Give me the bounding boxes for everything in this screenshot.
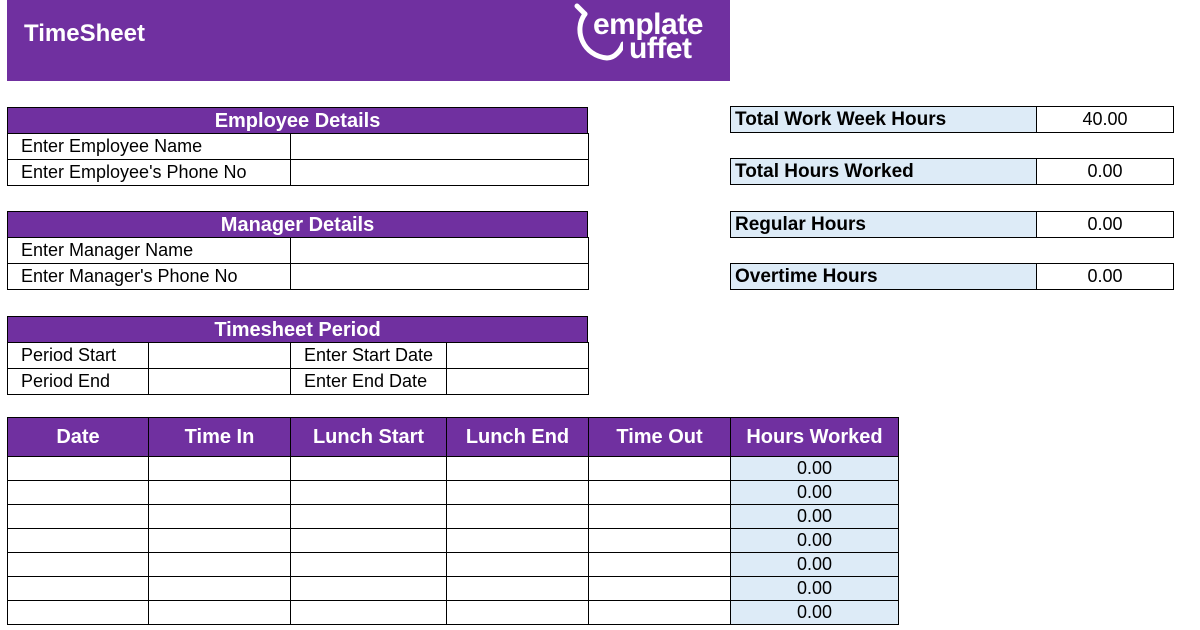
start-date-hint: Enter Start Date: [291, 343, 447, 369]
time-in-cell[interactable]: [149, 553, 291, 577]
employee-phone-label: Enter Employee's Phone No: [8, 160, 291, 186]
logo-text-line1: emplate: [593, 8, 703, 41]
column-header-time-in: Time In: [149, 418, 291, 457]
lunch-end-cell[interactable]: [447, 505, 589, 529]
table-row: [8, 481, 899, 505]
time-out-cell[interactable]: [589, 577, 731, 601]
time-in-cell[interactable]: [149, 601, 291, 625]
lunch-end-cell[interactable]: [447, 529, 589, 553]
page-title: TimeSheet: [24, 20, 145, 47]
time-out-cell[interactable]: [589, 457, 731, 481]
template-buffet-logo: [563, 0, 733, 64]
header-banner: [7, 0, 730, 81]
lunch-end-cell[interactable]: [447, 577, 589, 601]
time-log-table: [7, 417, 899, 625]
lunch-end-cell[interactable]: [447, 553, 589, 577]
manager-details-heading: Manager Details: [7, 211, 588, 238]
manager-phone-label: Enter Manager's Phone No: [8, 264, 291, 290]
logo-text-line2: uffet: [629, 32, 692, 65]
time-out-cell[interactable]: [589, 529, 731, 553]
lunch-start-cell[interactable]: [291, 481, 447, 505]
table-row: [8, 369, 589, 395]
date-cell[interactable]: [8, 457, 149, 481]
column-header-lunch-start: Lunch Start: [291, 418, 447, 457]
table-row: [8, 601, 899, 625]
employee-details-table: [7, 133, 589, 186]
hours-worked-cell: 0.00: [731, 529, 899, 553]
time-in-cell[interactable]: [149, 505, 291, 529]
summary-label: Total Hours Worked: [731, 159, 1037, 184]
date-cell[interactable]: [8, 577, 149, 601]
employee-name-label: Enter Employee Name: [8, 134, 291, 160]
date-cell[interactable]: [8, 481, 149, 505]
table-row: [8, 134, 589, 160]
lunch-start-cell[interactable]: [291, 577, 447, 601]
summary-regular-hours: [730, 211, 1174, 238]
hours-worked-cell: 0.00: [731, 481, 899, 505]
timesheet-period-table: [7, 342, 589, 395]
date-cell[interactable]: [8, 553, 149, 577]
table-row: [8, 457, 899, 481]
lunch-start-cell[interactable]: [291, 457, 447, 481]
table-row: [8, 238, 589, 264]
hours-worked-cell: 0.00: [731, 457, 899, 481]
end-date-hint: Enter End Date: [291, 369, 447, 395]
end-date-input[interactable]: [447, 369, 589, 395]
time-in-cell[interactable]: [149, 529, 291, 553]
manager-name-label: Enter Manager Name: [8, 238, 291, 264]
lunch-start-cell[interactable]: [291, 601, 447, 625]
date-cell[interactable]: [8, 505, 149, 529]
column-header-lunch-end: Lunch End: [447, 418, 589, 457]
lunch-end-cell[interactable]: [447, 457, 589, 481]
time-out-cell[interactable]: [589, 553, 731, 577]
time-log-body: [8, 457, 899, 625]
manager-name-input[interactable]: [291, 238, 589, 264]
lunch-end-cell[interactable]: [447, 601, 589, 625]
time-in-cell[interactable]: [149, 457, 291, 481]
summary-value[interactable]: 40.00: [1082, 109, 1128, 129]
table-row: [8, 264, 589, 290]
table-row: [8, 343, 589, 369]
period-start-label: Period Start: [8, 343, 149, 369]
summary-overtime-hours: [730, 263, 1174, 290]
summary-value: 0.00: [1087, 161, 1123, 181]
table-row: [8, 577, 899, 601]
column-header-date: Date: [8, 418, 149, 457]
hours-worked-cell: 0.00: [731, 577, 899, 601]
period-end-input[interactable]: [149, 369, 291, 395]
lunch-start-cell[interactable]: [291, 505, 447, 529]
table-row: [8, 529, 899, 553]
employee-phone-input[interactable]: [291, 160, 589, 186]
time-in-cell[interactable]: [149, 481, 291, 505]
employee-details-heading: Employee Details: [7, 107, 588, 134]
summary-label: Regular Hours: [731, 212, 1037, 237]
hours-worked-cell: 0.00: [731, 505, 899, 529]
lunch-end-cell[interactable]: [447, 481, 589, 505]
summary-value: 0.00: [1087, 214, 1123, 234]
employee-name-input[interactable]: [291, 134, 589, 160]
time-out-cell[interactable]: [589, 481, 731, 505]
table-row: [8, 553, 899, 577]
hours-worked-cell: 0.00: [731, 601, 899, 625]
column-header-hours-worked: Hours Worked: [731, 418, 899, 457]
hours-worked-cell: 0.00: [731, 553, 899, 577]
column-header-time-out: Time Out: [589, 418, 731, 457]
time-in-cell[interactable]: [149, 577, 291, 601]
lunch-start-cell[interactable]: [291, 553, 447, 577]
table-row: [8, 505, 899, 529]
table-header-row: [8, 418, 899, 457]
date-cell[interactable]: [8, 529, 149, 553]
lunch-start-cell[interactable]: [291, 529, 447, 553]
summary-total-hours-worked: [730, 158, 1174, 185]
period-end-label: Period End: [8, 369, 149, 395]
time-out-cell[interactable]: [589, 505, 731, 529]
summary-label: Total Work Week Hours: [731, 107, 1037, 132]
period-start-input[interactable]: [149, 343, 291, 369]
summary-value: 0.00: [1087, 266, 1123, 286]
start-date-input[interactable]: [447, 343, 589, 369]
manager-phone-input[interactable]: [291, 264, 589, 290]
summary-label: Overtime Hours: [731, 264, 1037, 289]
timesheet-period-heading: Timesheet Period: [7, 316, 588, 343]
date-cell[interactable]: [8, 601, 149, 625]
time-out-cell[interactable]: [589, 601, 731, 625]
manager-details-table: [7, 237, 589, 290]
summary-total-work-week-hours: [730, 106, 1174, 133]
table-row: [8, 160, 589, 186]
